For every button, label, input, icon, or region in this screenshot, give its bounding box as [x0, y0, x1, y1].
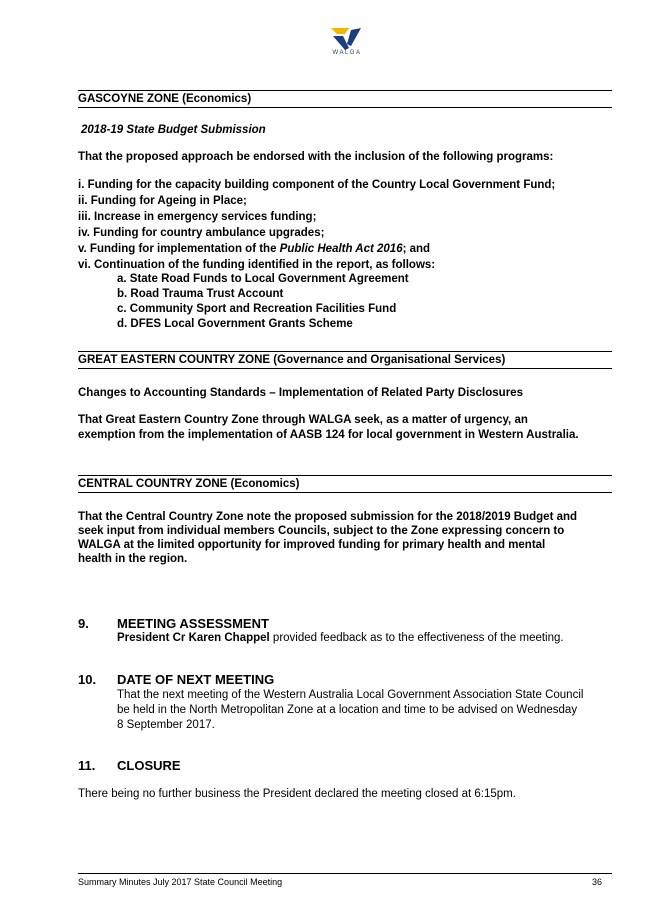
section-10-line3: 8 September 2017.: [117, 719, 215, 731]
item-v-post: ; and: [402, 243, 431, 255]
section-10-title: DATE OF NEXT MEETING: [117, 672, 275, 687]
section-9-number: 9.: [78, 616, 89, 631]
section-10-number: 10.: [78, 672, 97, 687]
gascoyne-subitem-d: d. DFES Local Government Grants Scheme: [117, 318, 353, 330]
gascoyne-item-i: i. Funding for the capacity building component of the Country Local Government Fund;: [78, 179, 556, 191]
section-11-title: CLOSURE: [117, 758, 181, 773]
logo-text: WALGA: [332, 50, 362, 56]
gascoyne-item-ii: ii. Funding for Ageing in Place;: [78, 195, 247, 207]
central-line1: That the Central Country Zone note the proposed submission for the 2018/2019 Budget and: [78, 511, 578, 523]
footer-page-number: 36: [592, 877, 603, 887]
gascoyne-item-iii: iii. Increase in emergency services funding;: [78, 211, 317, 223]
section-9-bold: President Cr Karen Chappel: [117, 632, 270, 644]
great-eastern-header: GREAT EASTERN COUNTRY ZONE (Governance and Organisational Services): [78, 351, 612, 369]
section-11-number: 11.: [78, 758, 96, 773]
section-9-title: MEETING ASSESSMENT: [117, 616, 269, 631]
central-line3: WALGA at the limited opportunity for improved funding for primary health and mental: [78, 539, 546, 551]
central-line2: seek input from individual members Councils, subject to the Zone expressing concern to: [78, 525, 565, 537]
item-v-italic: Public Health Act 2016: [279, 243, 403, 255]
gascoyne-item-v: [78, 243, 430, 255]
section-10-line2: be held in the North Metropolitan Zone at a location and time to be advised on Wednesday: [117, 704, 578, 716]
footer-title: Summary Minutes July 2017 State Council Meeting: [78, 877, 283, 887]
gascoyne-subitem-c: c. Community Sport and Recreation Facilities Fund: [117, 303, 397, 315]
central-header: CENTRAL COUNTRY ZONE (Economics): [78, 475, 612, 493]
section-10-line1: That the next meeting of the Western Australia Local Government Association State Council: [117, 689, 584, 701]
gascoyne-subitem-b: b. Road Trauma Trust Account: [117, 288, 284, 300]
gascoyne-subtitle: 2018-19 State Budget Submission: [81, 124, 266, 136]
gascoyne-item-vi: vi. Continuation of the funding identified in the report, as follows:: [78, 259, 436, 271]
gascoyne-subitem-a: a. State Road Funds to Local Government Agreement: [117, 273, 409, 285]
great-eastern-line2: exemption from the implementation of AASB 124 for local government in Western Australia.: [78, 429, 579, 441]
section-9-text: [117, 631, 612, 646]
section-11-text: There being no further business the President declared the meeting closed at 6:15pm.: [78, 788, 516, 800]
gascoyne-intro: That the proposed approach be endorsed with the inclusion of the following programs:: [78, 151, 554, 163]
section-9-rest: provided feedback as to the effectiveness of the meeting.: [269, 632, 564, 644]
item-v-pre: v. Funding for implementation of the: [78, 243, 280, 255]
great-eastern-line1: That Great Eastern Country Zone through WALGA seek, as a matter of urgency, an: [78, 414, 528, 426]
gascoyne-header: GASCOYNE ZONE (Economics): [78, 90, 612, 108]
central-line4: health in the region.: [78, 553, 188, 565]
gascoyne-item-iv: iv. Funding for country ambulance upgrades;: [78, 227, 325, 239]
footer-rule: [78, 873, 612, 874]
great-eastern-subtitle: Changes to Accounting Standards – Implementation of Related Party Disclosures: [78, 387, 523, 399]
